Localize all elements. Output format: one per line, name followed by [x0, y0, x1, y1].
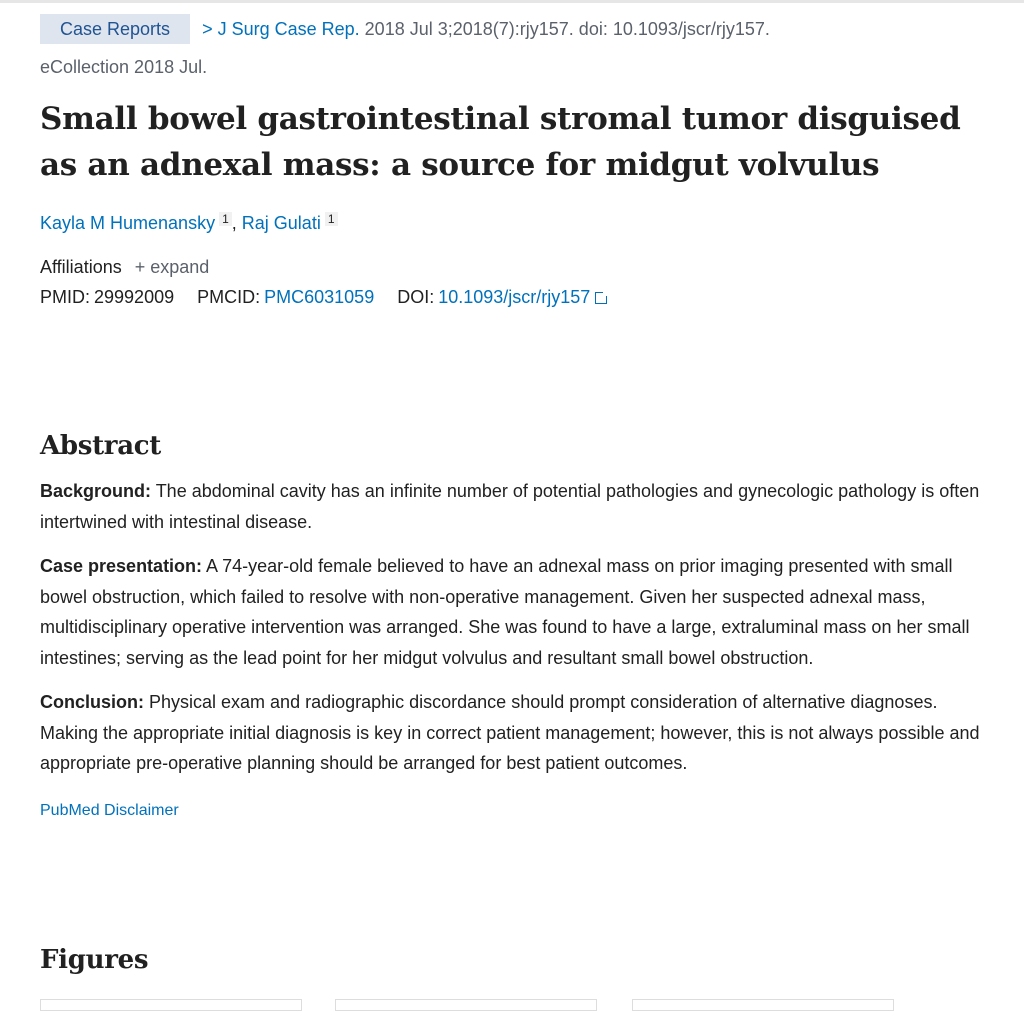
identifiers	[40, 282, 990, 312]
journal-link[interactable]: J Surg Case Rep.	[217, 19, 360, 39]
section-text: A 74-year-old female believed to have an adnexal mass on prior imaging presented with small bowel obstruction, which failed to resolve with non-operative management. Given her suspected adnexal mass, multidisciplinary operative intervention was arranged. She was found to have a large, extraluminal mass on her small intestines; serving as the lead point for her midgut volvulus and resultant small bowel obstruction.	[40, 556, 970, 668]
figures-heading: Figures	[40, 945, 149, 975]
author-link[interactable]: Raj Gulati	[241, 213, 321, 233]
chevron-right-icon: >	[202, 19, 213, 39]
figure-thumbnail[interactable]	[335, 999, 597, 1011]
affiliations	[40, 252, 990, 282]
abstract-conclusion	[40, 687, 990, 779]
affiliations-label: Affiliations	[40, 257, 122, 277]
affiliation-ref[interactable]: 1	[325, 212, 338, 226]
doi-link[interactable]: 10.1093/jscr/rjy157	[438, 287, 591, 307]
figure-thumbnail[interactable]	[632, 999, 894, 1011]
page-title: Small bowel gastrointestinal stromal tumor disguised as an adnexal mass: a source for midgut volvulus	[40, 101, 961, 183]
abstract-section	[40, 426, 990, 823]
citation	[40, 14, 990, 44]
authors-list	[40, 204, 990, 238]
abstract-heading: Abstract	[40, 431, 161, 461]
section-label: Conclusion:	[40, 692, 144, 712]
pmid-label: PMID:	[40, 287, 91, 307]
pmcid-label: PMCID:	[197, 287, 261, 307]
citation-details: 2018 Jul 3;2018(7):rjy157. doi: 10.1093/jscr/rjy157.	[359, 19, 770, 39]
abstract-background	[40, 476, 990, 537]
ecollection: eCollection 2018 Jul.	[40, 57, 208, 77]
author-separator: ,	[231, 213, 242, 233]
section-text: Physical exam and radiographic discordance should prompt consideration of alternative diagnoses. Making the appropriate initial diagnosis is key in correct patient management; however, this is not always possible and appropriate pre-operative planning should be arranged for best patient outcomes.	[40, 692, 980, 773]
doi-label: DOI:	[397, 287, 435, 307]
pmid-value: 29992009	[94, 287, 175, 307]
abstract-case-presentation	[40, 551, 990, 673]
publication-type-badge[interactable]: Case Reports	[40, 14, 190, 44]
section-label: Case presentation:	[40, 556, 203, 576]
pubmed-disclaimer-link[interactable]: PubMed Disclaimer	[40, 801, 179, 819]
figure-thumbnail[interactable]	[40, 999, 302, 1011]
section-text: The abdominal cavity has an infinite number of potential pathologies and gynecologic pathology is often intertwined with intestinal disease.	[40, 481, 980, 532]
top-border	[0, 0, 1024, 3]
affiliation-ref[interactable]: 1	[219, 212, 232, 226]
expand-affiliations-button[interactable]: + expand	[134, 257, 210, 277]
section-label: Background:	[40, 481, 152, 501]
external-link-icon	[595, 292, 607, 304]
pmcid-link[interactable]: PMC6031059	[264, 287, 375, 307]
author-link[interactable]: Kayla M Humenansky	[40, 213, 216, 233]
article-header	[40, 14, 990, 312]
